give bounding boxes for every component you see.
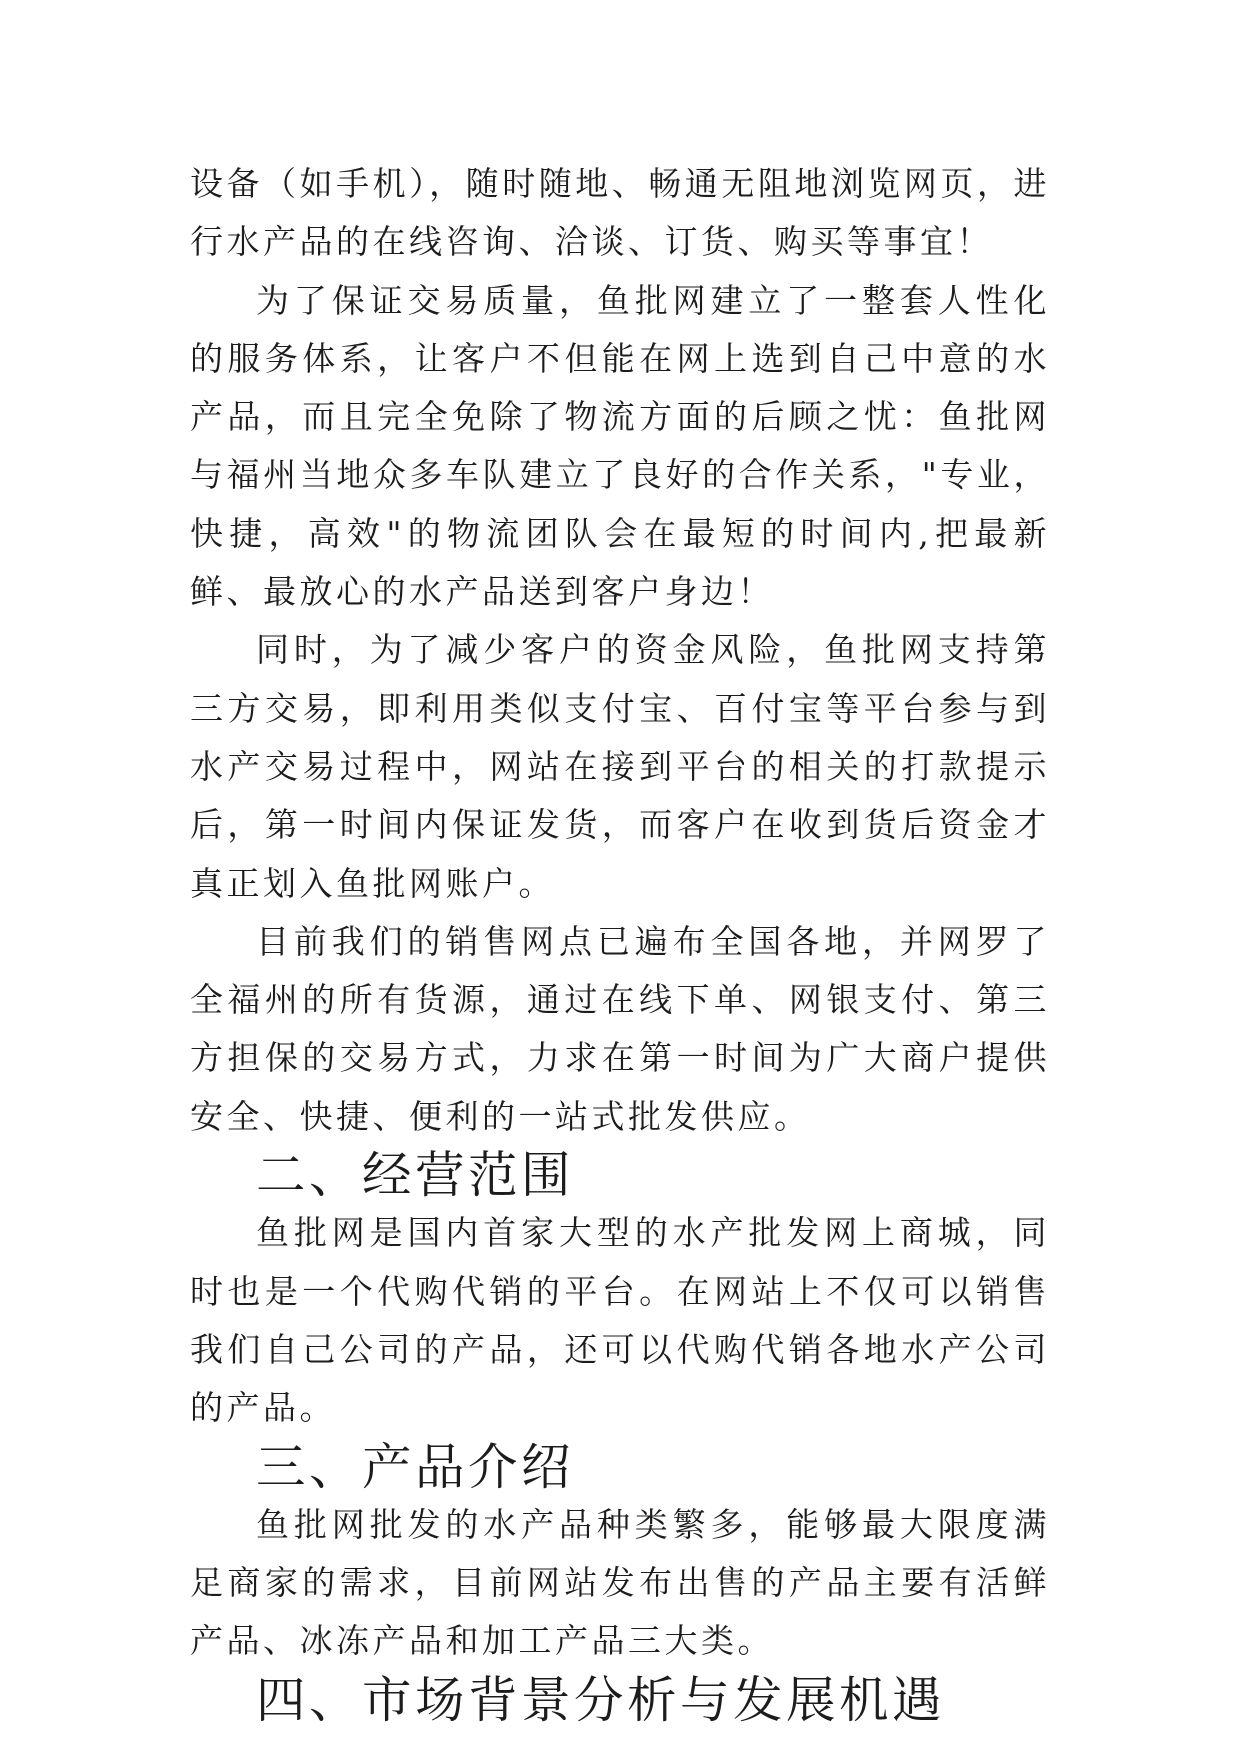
section-heading-product-intro: 三、产品介绍 (256, 1437, 574, 1496)
section-heading-business-scope: 二、经营范围 (256, 1146, 574, 1205)
paragraph-sales-network: 目前我们的销售网点已遍布全国各地，并网罗了全福州的所有货源，通过在线下单、网银支付、第三方担保的交易方式，力求在第一时间为广大商户提供安全、快捷、便利的一站式批发供应。 (190, 921, 1050, 1136)
paragraph-product-intro: 鱼批网批发的水产品种类繁多，能够最大限度满足商家的需求，目前网站发布出售的产品主要有活鲜产品、冰冻产品和加工产品三大类。 (190, 1504, 1050, 1661)
document-body (190, 155, 1050, 1729)
paragraph-service-logistics: 为了保证交易质量，鱼批网建立了一整套人性化的服务体系，让客户不但能在网上选到自己中意的水产品，而且完全免除了物流方面的后顾之忧：鱼批网与福州当地众多车队建立了良好的合作关系，"专业，快捷，高效"的物流团队会在最短的时间内,把最新鲜、最放心的水产品送到客户身边！ (190, 280, 1050, 612)
paragraph-device-browsing: 设备（如手机），随时随地、畅通无阻地浏览网页，进行水产品的在线咨询、洽谈、订货、购买等事宜！ (190, 164, 1050, 262)
section-heading-market-analysis: 四、市场背景分析与发展机遇 (256, 1670, 945, 1729)
paragraph-business-scope: 鱼批网是国内首家大型的水产批发网上商城，同时也是一个代购代销的平台。在网站上不仅可以销售我们自己公司的产品，还可以代购代销各地水产公司的产品。 (190, 1213, 1050, 1428)
paragraph-third-party-payment: 同时，为了减少客户的资金风险，鱼批网支持第三方交易，即利用类似支付宝、百付宝等平台参与到水产交易过程中，网站在接到平台的相关的打款提示后，第一时间内保证发货，而客户在收到货后资金才真正划入鱼批网账户。 (190, 630, 1050, 903)
